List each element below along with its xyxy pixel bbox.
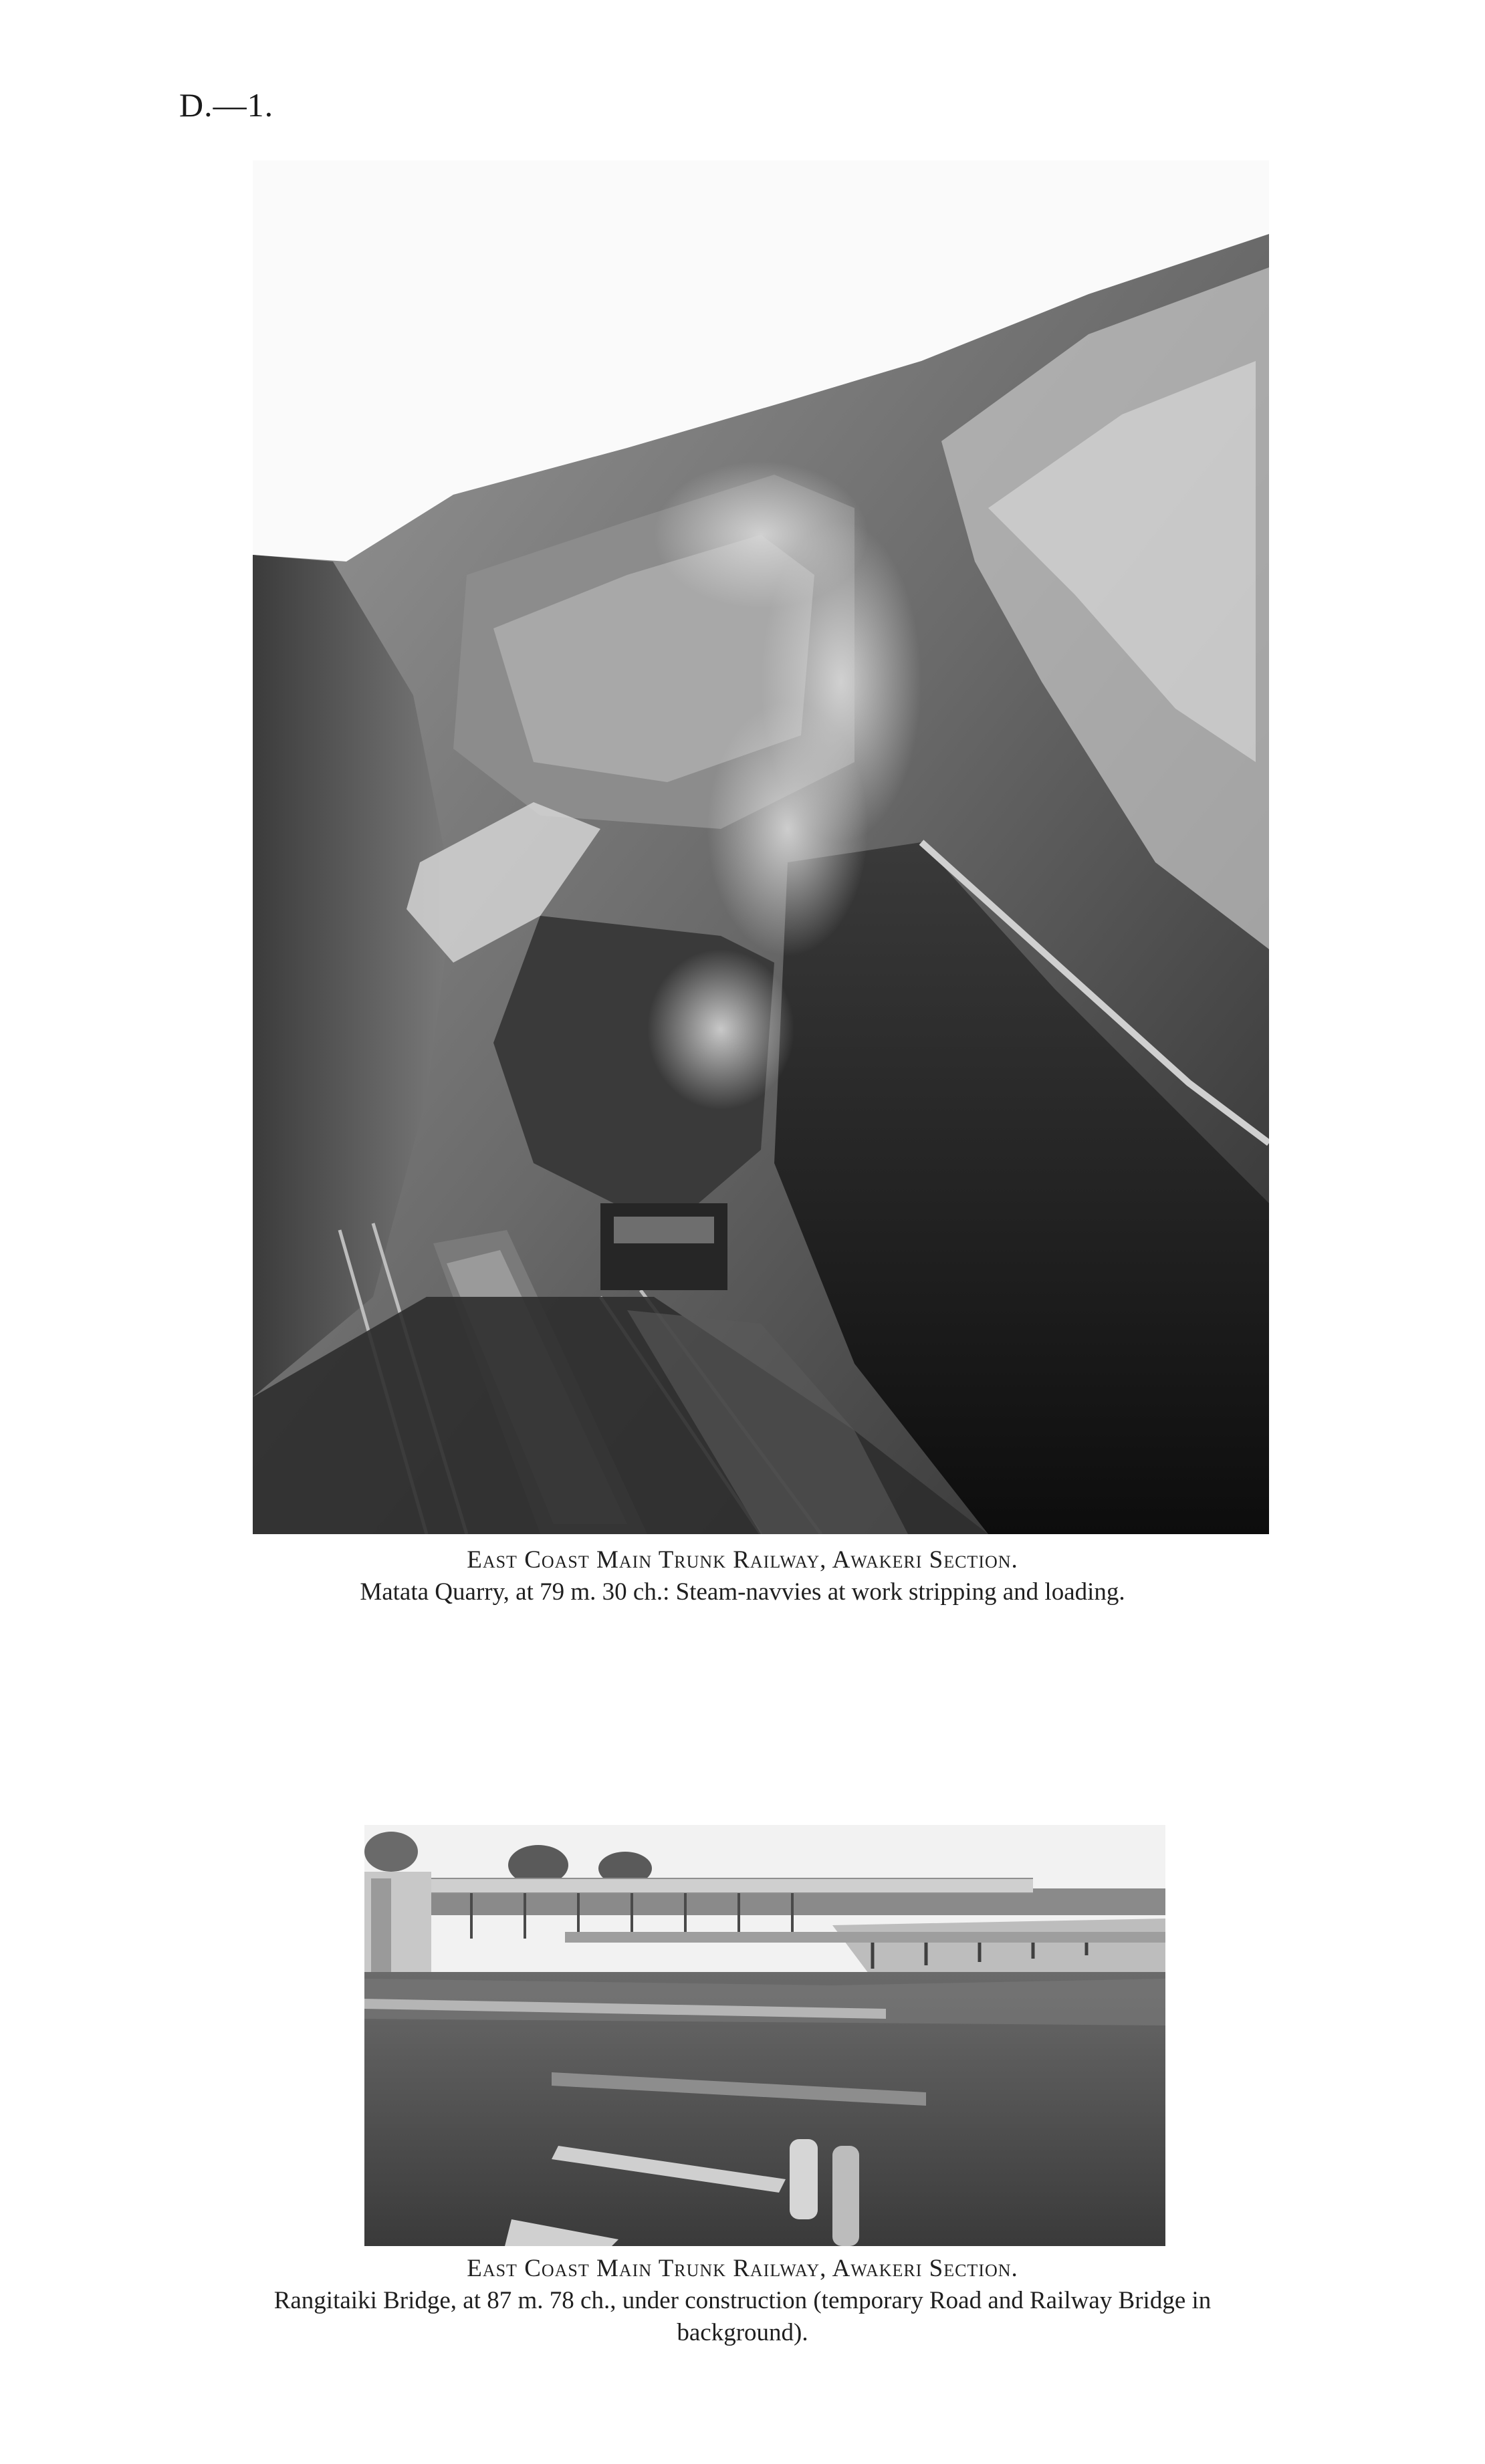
- quarry-caption: [0, 1544, 1485, 1608]
- bridge-caption-title: East Coast Main Trunk Railway, Awakeri Section.: [467, 2255, 1018, 2282]
- quarry-photo-drawing: [253, 160, 1269, 1534]
- quarry-caption-text: Matata Quarry, at 79 m. 30 ch.: Steam-navvies at work stripping and loading.: [360, 1578, 1125, 1606]
- quarry-caption-title: East Coast Main Trunk Railway, Awakeri Section.: [467, 1546, 1018, 1574]
- quarry-photograph: [253, 160, 1269, 1534]
- bridge-caption: [0, 2253, 1485, 2349]
- bridge-caption-text: Rangitaiki Bridge, at 87 m. 78 ch., under construction (temporary Road and Railway Bridge in background).: [273, 2287, 1212, 2346]
- bridge-photograph: [364, 1825, 1165, 2246]
- page-identifier: D.—1.: [179, 86, 274, 124]
- bridge-photo-drawing: [364, 1825, 1165, 2246]
